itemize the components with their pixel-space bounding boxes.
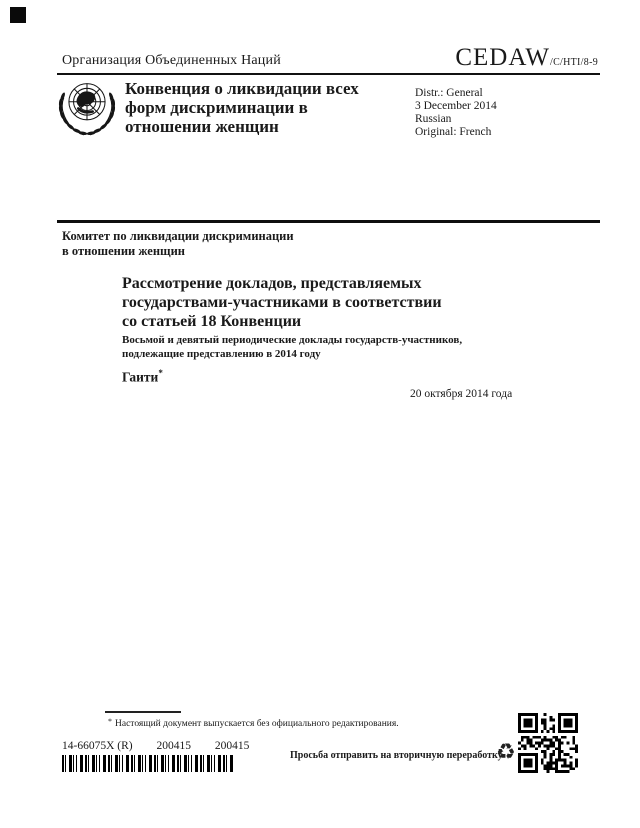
- document-subtitle-line: подлежащие представлению в 2014 году: [122, 348, 321, 360]
- country-footnote-marker: *: [158, 368, 163, 378]
- convention-title-line: Конвенция о ликвидации всех: [125, 79, 359, 98]
- committee-name: [62, 229, 294, 259]
- doc-symbol: [455, 44, 598, 72]
- convention-title-line: форм дискриминации в: [125, 98, 308, 117]
- print-code: 200415: [156, 740, 191, 752]
- un-org-name: Организация Объединенных Наций: [62, 53, 281, 68]
- submission-date: 20 октября 2014 года: [410, 388, 513, 400]
- footnote-rule: [105, 711, 181, 713]
- qr-code-svg: [518, 712, 578, 774]
- scan-registration-mark: [10, 7, 26, 23]
- committee-line: Комитет по ликвидации дискриминации: [62, 229, 294, 243]
- distr-date: 3 December 2014: [415, 100, 497, 112]
- print-code: 200415: [214, 740, 250, 752]
- country-name: Гаити*: [122, 368, 163, 385]
- document-title: [122, 274, 442, 331]
- committee-line: в отношении женщин: [62, 244, 185, 258]
- distribution-block: [415, 87, 497, 139]
- convention-title-line: отношении женщин: [125, 117, 279, 136]
- convention-title: [125, 79, 380, 136]
- qr-code-icon: [518, 712, 578, 774]
- masthead-rule: [57, 220, 600, 223]
- un-emblem-icon: [56, 79, 118, 137]
- job-number: 14-66075X (R): [62, 740, 133, 752]
- distr-type: Distr.: General: [415, 87, 483, 99]
- footnote: [108, 716, 468, 730]
- footnote-marker: *: [108, 717, 112, 726]
- document-title-line: государствами-участниками в соответствии: [122, 294, 442, 311]
- recycle-notice: Просьба отправить на вторичную переработку: [290, 750, 503, 761]
- doc-symbol-main: CEDAW: [455, 44, 550, 71]
- document-subtitle: [122, 333, 462, 361]
- doc-symbol-suffix: /C/HTI/8-9: [550, 57, 598, 68]
- distr-language: Russian: [415, 113, 452, 125]
- document-title-line: Рассмотрение докладов, представляемых: [122, 275, 422, 292]
- job-number-line: [62, 740, 249, 752]
- recycle-icon: ♻: [496, 740, 516, 765]
- header-rule: [57, 73, 600, 75]
- barcode-icon: [62, 755, 233, 772]
- document-title-line: со статьей 18 Конвенции: [122, 313, 302, 330]
- document-subtitle-line: Восьмой и девятый периодические доклады государств-участников,: [122, 334, 463, 346]
- distr-original: Original: French: [415, 126, 492, 138]
- footnote-text: Настоящий документ выпускается без официального редактирования.: [115, 719, 399, 729]
